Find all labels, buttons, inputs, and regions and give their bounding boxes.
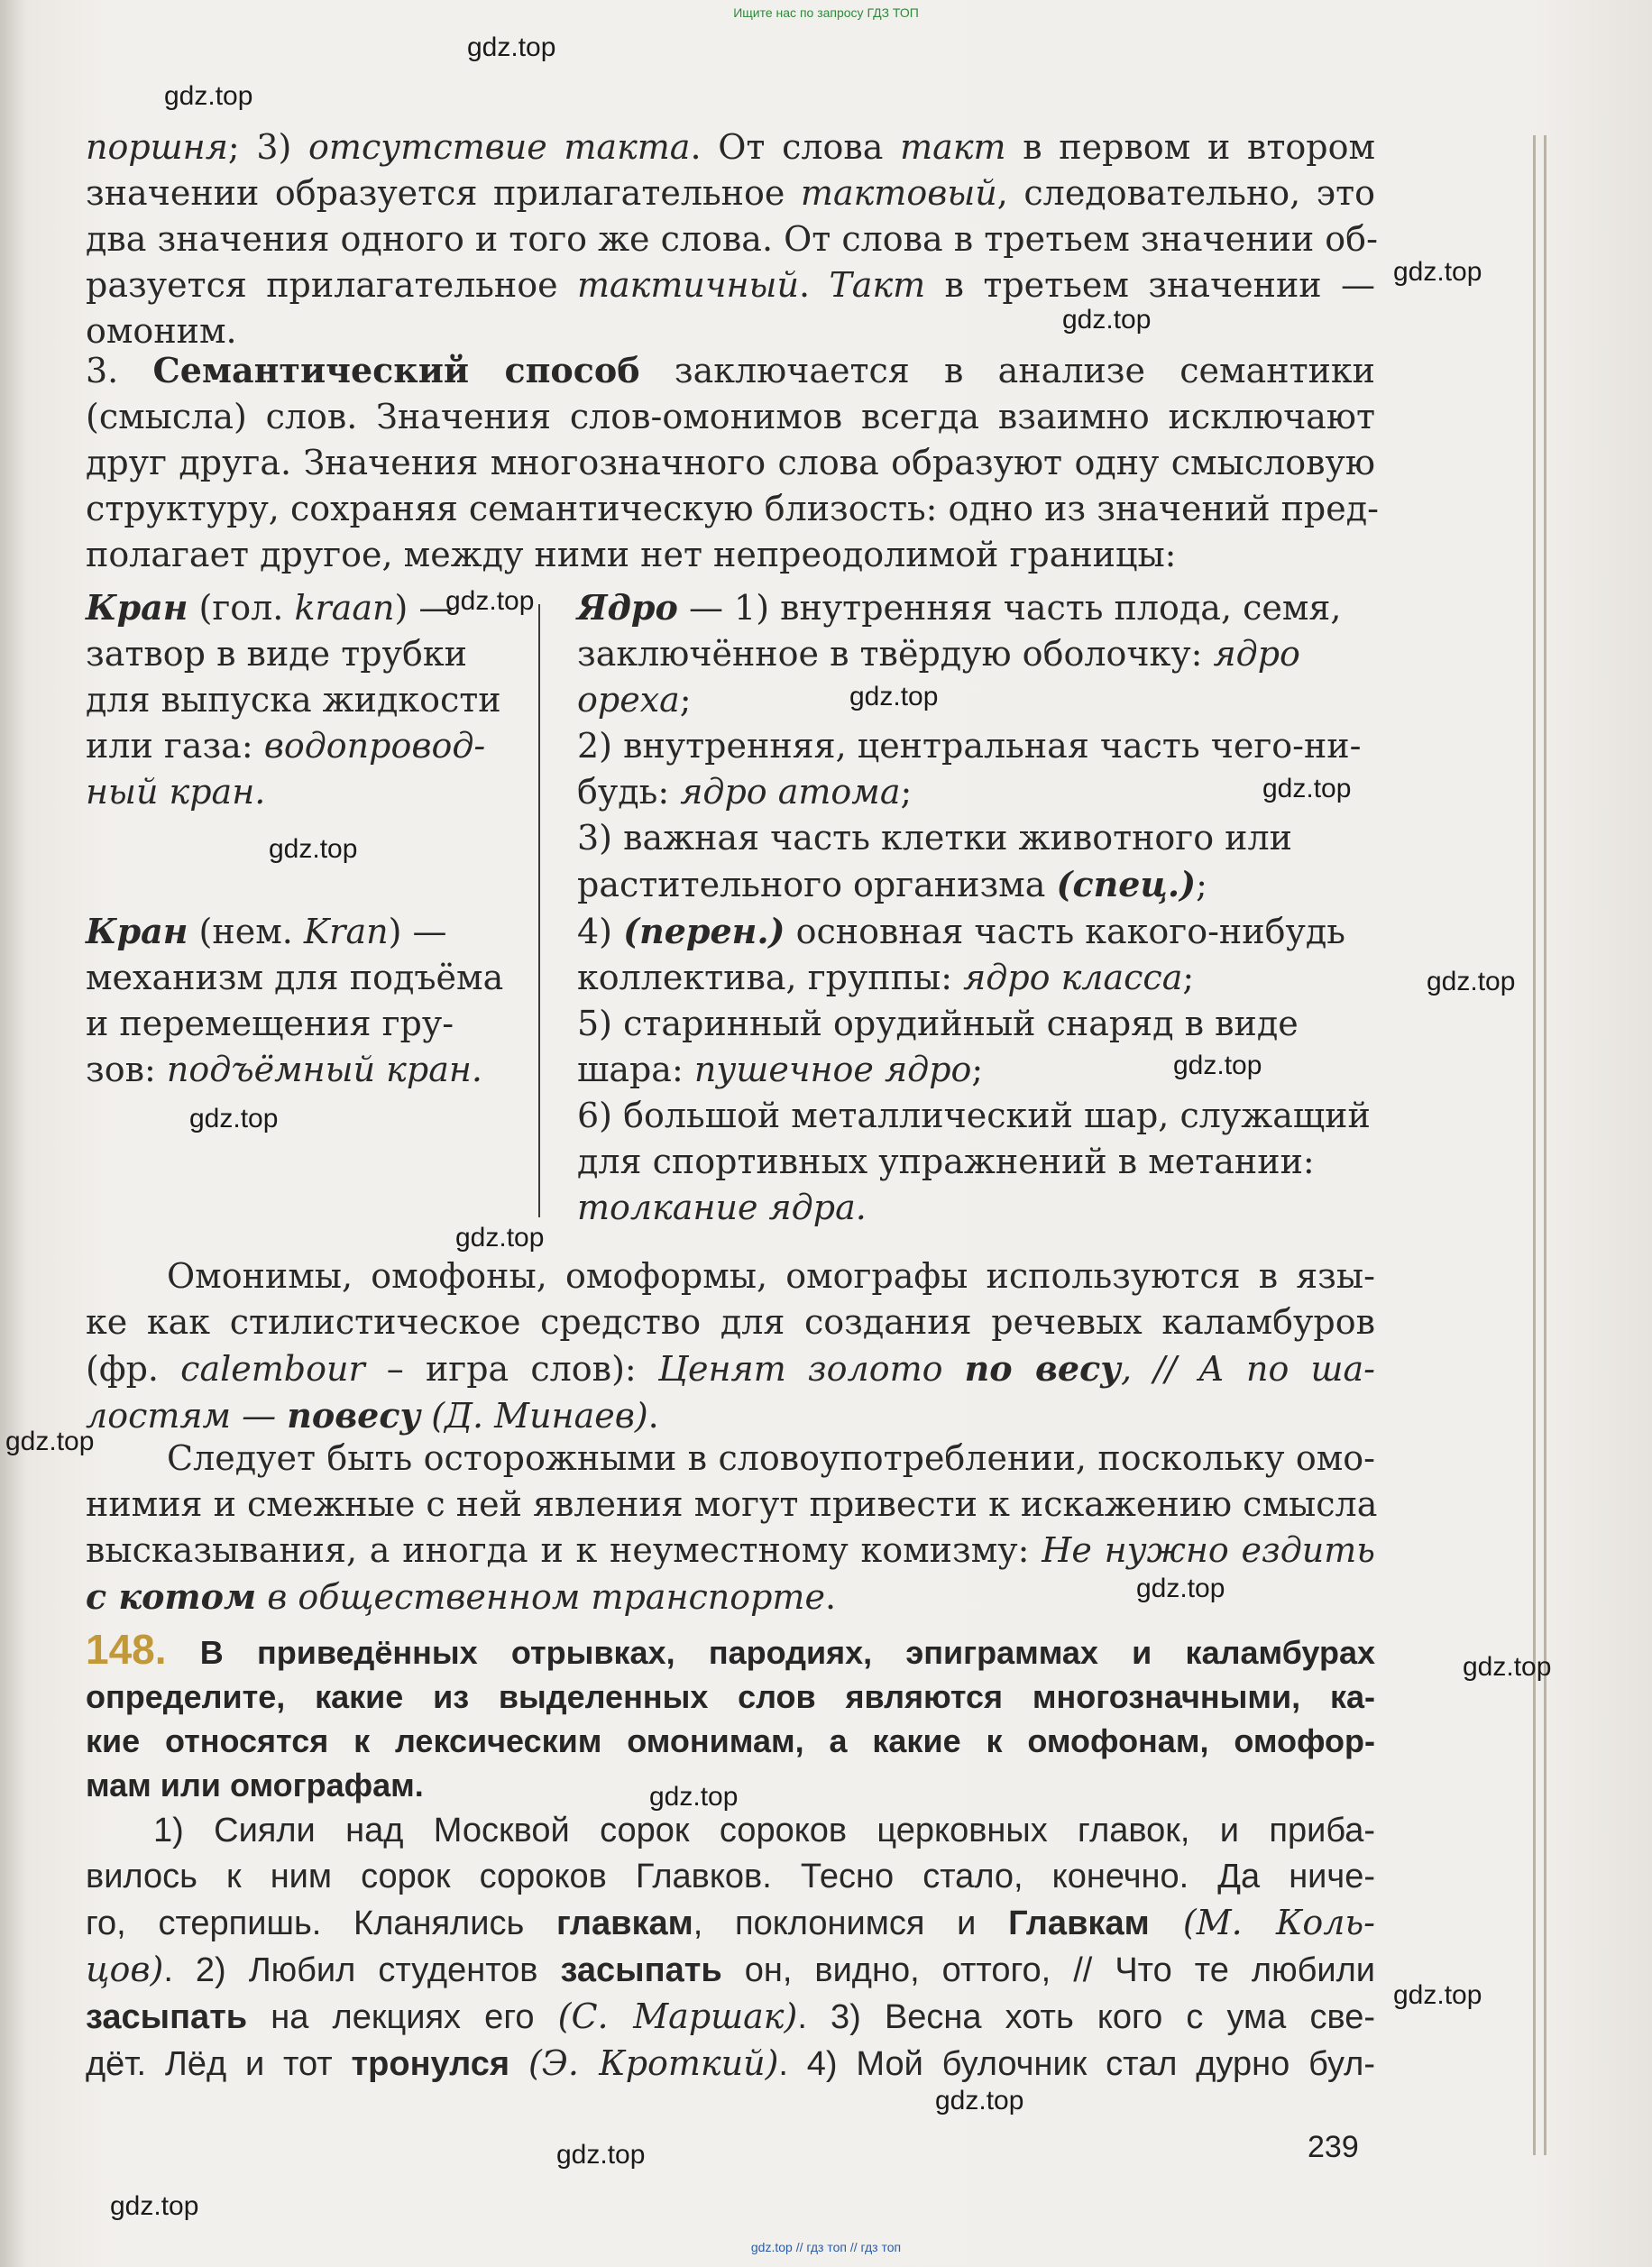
semantic-method-paragraph: 3. Семантический способ заключается в анализе семантики (смысла) слов. Значения слов-омонимов всегда взаимно исключают друг друга. Значения многозначного слова образуют одну смысловую структуру, сохраняя семантическую близость: одно из значений пред- полагает другое, между ними нет непреодолимой границы: bbox=[86, 350, 1379, 574]
exercise-task: 148. В приведённых отрывках, пародиях, эпиграммах и каламбурах определите, какие из выделенных слов являются многозначными, ка- кие относятся к лексическим омонимам, а какие к омофонам, омофор- мам или омографам. bbox=[86, 1626, 1375, 1804]
kran-homonym-1: Кран (гол. kraan) — затвор в виде трубки для выпуска жидкости или газа: водопровод- ный кран. bbox=[86, 587, 501, 812]
watermark: gdz.top bbox=[1393, 1980, 1482, 2010]
margin-rule bbox=[1533, 135, 1536, 2155]
caution-paragraph: Следует быть осторожными в словоупотреблении, поскольку омо- нимия и смежные с ней явления могут привести к искажению смысла высказывания, а иногда и к неуместному комизму: Не нужно ездить с котом в общественном транспорте. bbox=[86, 1438, 1378, 1617]
watermark: gdz.top bbox=[5, 1427, 95, 1456]
page-number: 239 bbox=[1308, 2130, 1359, 2164]
yadro-polysemy: Ядро — 1) внутренняя часть плода, семя, заключённое в твёрдую оболочку: ядро ореха; 2) внутренняя, центральная часть чего-ни- будь: ядро атома; 3) важная часть клетки животного или растительного организма (спец.); 4) (перен.) основная часть какого-нибудь коллектива, группы: ядро класса; 5) старинный орудийный снаряд в виде шара: пушечное ядро; 6) большой металлический шар, служащий для спортивных упражнений в метании: толкание ядра. bbox=[577, 587, 1371, 1227]
watermark: gdz.top bbox=[1173, 1051, 1262, 1080]
exercise-number: 148. bbox=[86, 1626, 167, 1673]
watermark: gdz.top bbox=[649, 1782, 739, 1812]
stylistic-paragraph: Омонимы, омофоны, омоформы, омографы используются в язы- ке как стилистическое средство для создания речевых каламбуров (фр. calembour – игра слов): Ценят золото по весу, // А по ша- лостям — повесу (Д. Минаев). bbox=[86, 1256, 1375, 1436]
intro-paragraph: поршня; 3) отсутствие такта. От слова такт в первом и втором значении образуется прилагательное тактовый, следовательно, это два значения одного и того же слова. От слова в третьем значении об- разуется прилагательное тактичный. Такт в третьем значении — омоним. bbox=[86, 127, 1378, 351]
watermark: gdz.top bbox=[110, 2191, 199, 2221]
kran-homonym-2: Кран (нем. Kran) — механизм для подъёма и перемещения гру- зов: подъёмный кран. bbox=[86, 911, 504, 1089]
top-watermark: Ищите нас по запросу ГДЗ ТОП bbox=[733, 5, 919, 20]
margin-rule bbox=[1544, 135, 1546, 2155]
watermark: gdz.top bbox=[1062, 305, 1152, 335]
exercise-text: 1) Сияли над Москвой сорок сороков церковных главок, и приба- вилось к ним сорок сороков Главков. Тесно стало, конечно. Да ниче- го, стерпишь. Кланялись главкам, поклонимся и Главкам (М. Коль- цов). 2) Любил студентов засыпать он, видно, оттого, // Что те любили засыпать на лекциях его (С. Маршак). 3) Весна хоть кого с ума све- дёт. Лёд и тот тронулся (Э. Кроткий). 4) Мой булочник стал дурно бул- bbox=[86, 1812, 1376, 2083]
watermark: gdz.top bbox=[849, 682, 939, 711]
watermark: gdz.top bbox=[445, 586, 535, 616]
watermark: gdz.top bbox=[935, 2086, 1024, 2116]
watermark: gdz.top bbox=[164, 81, 253, 111]
watermark: gdz.top bbox=[556, 2140, 646, 2170]
watermark: gdz.top bbox=[467, 32, 556, 62]
watermark: gdz.top bbox=[269, 834, 358, 864]
watermark: gdz.top bbox=[1427, 967, 1516, 996]
column-divider bbox=[538, 604, 540, 1217]
watermark: gdz.top bbox=[1262, 774, 1352, 803]
watermark: gdz.top bbox=[189, 1104, 279, 1134]
bottom-watermark: gdz.top // гдз топ // гдз топ bbox=[750, 2240, 902, 2254]
watermark: gdz.top bbox=[1136, 1574, 1225, 1603]
watermark: gdz.top bbox=[1393, 257, 1482, 287]
watermark: gdz.top bbox=[455, 1223, 545, 1253]
watermark: gdz.top bbox=[1463, 1652, 1552, 1682]
